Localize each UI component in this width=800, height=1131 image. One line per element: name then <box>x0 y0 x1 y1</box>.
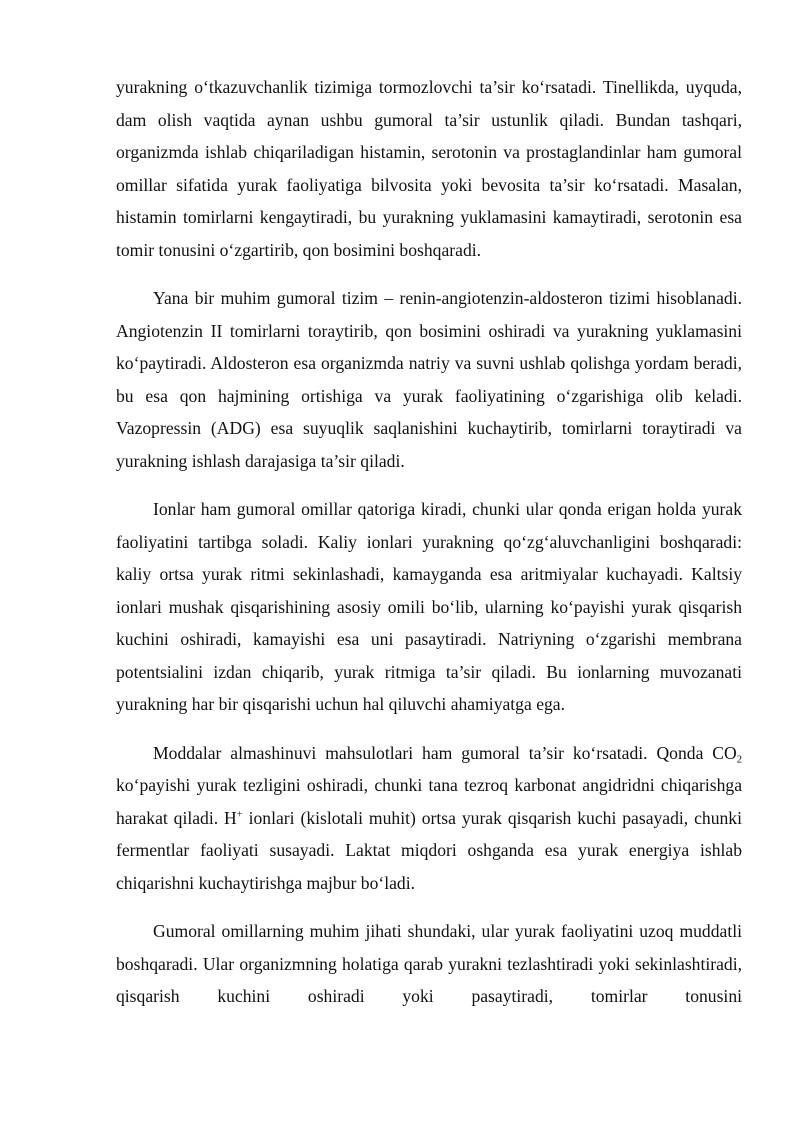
paragraph-4-text-c: ionlari (kislotali muhit) ortsa yurak qisqarish kuchi pasayadi, chunki fermentlar faoliyati susayadi. Laktat miqdori oshganda esa yurak energiya ishlab chiqarishni kuchaytirishga majbur bo‘ladi. <box>116 807 742 893</box>
paragraph-4-text-b: ko‘payishi yurak tezligini oshiradi, chunki tana tezroq karbonat angidridni chiqarishga harakat qiladi. H <box>116 775 742 828</box>
paragraph-2: Yana bir muhim gumoral tizim – renin-angiotenzin-aldosteron tizimi hisoblanadi. Angiotenzin II tomirlarni toraytirib, qon bosimini oshiradi va yurakning yuklamasini ko‘paytiradi. Aldosteron esa organizmda natriy va suvni ushlab qolishga yordam beradi, bu esa qon hajmining ortishiga va yurak faoliyatining o‘zgarishiga olib keladi. Vazopressin (ADG) esa suyuqlik saqlanishini kuchaytirib, tomirlarni toraytiradi va yurakning ishlash darajasiga ta’sir qiladi. <box>116 288 742 471</box>
paragraph-4 <box>116 737 742 900</box>
document-page <box>116 71 742 1013</box>
h-plus-superscript: + <box>236 809 243 821</box>
paragraph-3: Ionlar ham gumoral omillar qatoriga kiradi, chunki ular qonda erigan holda yurak faoliyatini tartibga soladi. Kaliy ionlari yurakning qo‘zg‘aluvchanligini boshqaradi: kaliy ortsa yurak ritmi sekinlashadi, kamayganda esa aritmiyalar kuchayadi. Kaltsiy ionlari mushak qisqarishining asosiy omili bo‘lib, ularning ko‘payishi yurak qisqarish kuchini oshiradi, kamayishi esa uni pasaytiradi. Natriyning o‘zgarishi membrana potentsialini izdan chiqarib, yurak ritmiga ta’sir qiladi. Bu ionlarning muvozanati yurakning har bir qisqarishi uchun hal qiluvchi ahamiyatga ega. <box>116 499 742 714</box>
paragraph-1: yurakning o‘tkazuvchanlik tizimiga tormozlovchi ta’sir ko‘rsatadi. Tinellikda, uyquda, dam olish vaqtida aynan ushbu gumoral ta’sir ustunlik qiladi. Bundan tashqari, organizmda ishlab chiqariladigan histamin, serotonin va prostaglandinlar ham gumoral omillar sifatida yurak faoliyatiga bilvosita yoki bevosita ta’sir ko‘rsatadi. Masalan, histamin tomirlarni kengaytiradi, bu yurakning yuklamasini kamaytiradi, serotonin esa tomir tonusini o‘zgartirib, qon bosimini boshqaradi. <box>116 77 742 260</box>
paragraph-5: Gumoral omillarning muhim jihati shundaki, ular yurak faoliyatini uzoq muddatli boshqaradi. Ular organizmning holatiga qarab yurakni tezlashtiradi yoki sekinlashtiradi, qisqarish kuchini oshiradi yoki pasaytiradi, tomirlar tonusini <box>116 921 742 1006</box>
co2-subscript: 2 <box>736 754 742 766</box>
paragraph-4-text-a: Moddalar almashinuvi mahsulotlari ham gumoral ta’sir ko‘rsatadi. Qonda CO <box>153 742 737 763</box>
